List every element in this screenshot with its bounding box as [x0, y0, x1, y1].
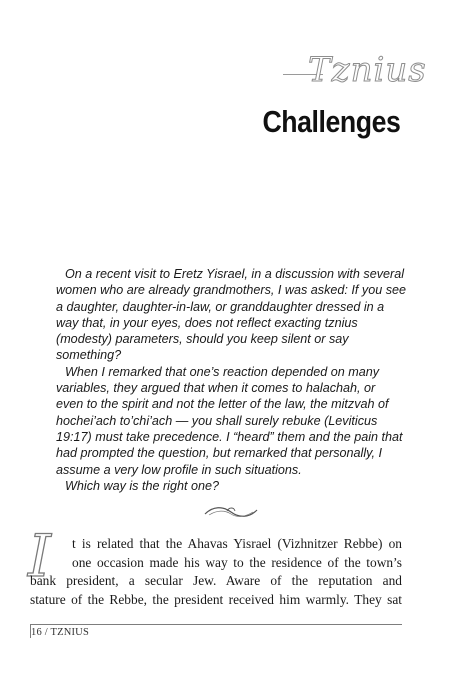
intro-paragraph-1: On a recent visit to Eretz Yisrael, in a discussion with several women who are already grandmothers, I was asked: If you see a daughter, daughter-in-law, or granddaughter dressed in a way that, in your eyes, does not reflect exacting tznius (modesty) parameters, should you keep silent or say something? [56, 267, 407, 363]
body-line: bank president, a secular Jew. Aware of the reputation and [30, 573, 402, 589]
body-line: t is related that the Ahavas Yisrael (Vizhnitzer Rebbe) on [72, 536, 402, 551]
intro-paragraph-2: When I remarked that one’s reaction depended on many variables, they argued that when it comes to halachah, or even to the spirit and not the letter of the law, the mitzvah of hochei’ach to’chi’ach — you shall surely rebuke (Leviticus 19:17) must take precedence. I “heard” them and the pain that had prompted the question, but remarked that personally, I assume a very low profile in such situations. [56, 364, 403, 477]
ornament-swash-icon [203, 502, 259, 522]
body-line: stature of the Rebbe, the president received him warmly. They sat [30, 592, 402, 608]
body-line: one occasion made his way to the residence of the town’s [72, 554, 402, 570]
drop-cap: I [28, 522, 51, 590]
intro-paragraph-3: Which way is the right one? [65, 478, 219, 493]
page-title: Challenges [262, 104, 400, 139]
footer-rule [30, 624, 402, 625]
intro-text [56, 266, 406, 494]
body-text [30, 535, 402, 610]
title-script: Tznius [308, 50, 427, 90]
page-number-label: 16 / TZNIUS [31, 627, 90, 638]
